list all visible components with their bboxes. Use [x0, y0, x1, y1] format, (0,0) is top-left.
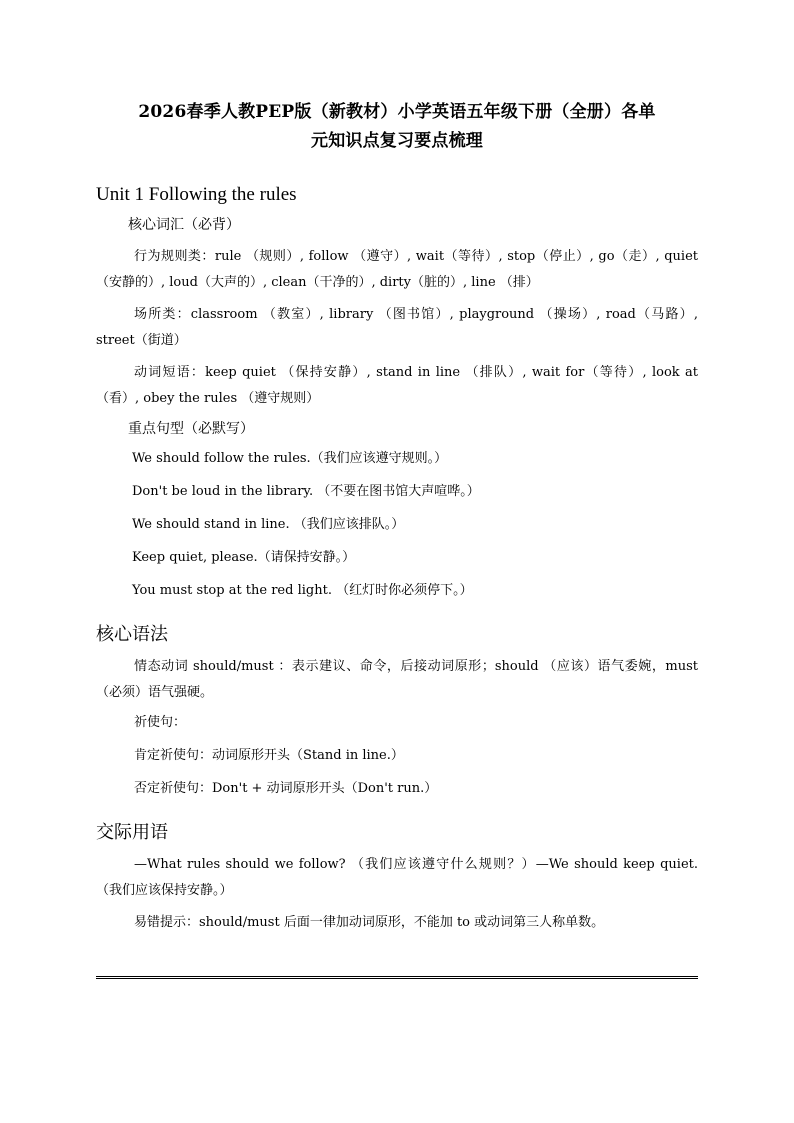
title-line-2: 元知识点复习要点梳理 — [311, 131, 483, 151]
sentence-item: You must stop at the red light. （红灯时你必须停下。） — [132, 583, 473, 598]
vocab-phrases: 动词短语：keep quiet （保持安静）, stand in line （排队）, wait for（等待）, look at（看）, obey the rules （遵守规则） — [96, 365, 698, 406]
imperative-positive: 肯定祈使句：动词原形开头（Stand in line.） — [134, 748, 404, 763]
grammar-heading: 核心语法 — [96, 624, 168, 645]
communication-dialogue: —What rules should we follow? （我们应该遵守什么规则？）—We should keep quiet.（我们应该保持安静。） — [96, 857, 698, 898]
grammar-modal: 情态动词 should/must ：表示建议、命令，后接动词原形；should （应该）语气委婉，must （必须）语气强硬。 — [96, 659, 698, 700]
title-line-1: 2026春季人教PEP版（新教材）小学英语五年级下册（全册）各单 — [138, 102, 656, 122]
communication-heading: 交际用语 — [96, 822, 168, 843]
vocab-heading: 核心词汇（必背） — [128, 217, 240, 233]
sentence-item: Don't be loud in the library. （不要在图书馆大声喧哗。） — [132, 484, 480, 499]
vocab-behavior: 行为规则类：rule （规则）, follow （遵守）, wait（等待）, stop（停止）, go（走）, quiet（安静的）, loud（大声的）, clean（干净的）, dirty（脏的）, line （排） — [96, 249, 698, 290]
sentence-item: We should stand in line. （我们应该排队。） — [132, 517, 405, 532]
document-title — [96, 98, 698, 156]
document-page — [96, 98, 698, 942]
sentence-item: Keep quiet, please.（请保持安静。） — [132, 550, 356, 565]
bottom-divider — [96, 976, 698, 979]
sentences-heading: 重点句型（必默写） — [128, 421, 254, 437]
vocab-places: 场所类：classroom （教室）, library （图书馆）, playground （操场）, road（马路）, street（街道） — [96, 307, 698, 348]
imperative-negative: 否定祈使句：Don't + 动词原形开头（Don't run.） — [134, 781, 438, 796]
unit-heading: Unit 1 Following the rules — [96, 184, 297, 205]
communication-tip: 易错提示：should/must 后面一律加动词原形，不能加 to 或动词第三人称单数。 — [134, 915, 605, 930]
sentence-item: We should follow the rules.（我们应该遵守规则。） — [132, 451, 448, 466]
imperative-label: 祈使句： — [134, 715, 187, 730]
